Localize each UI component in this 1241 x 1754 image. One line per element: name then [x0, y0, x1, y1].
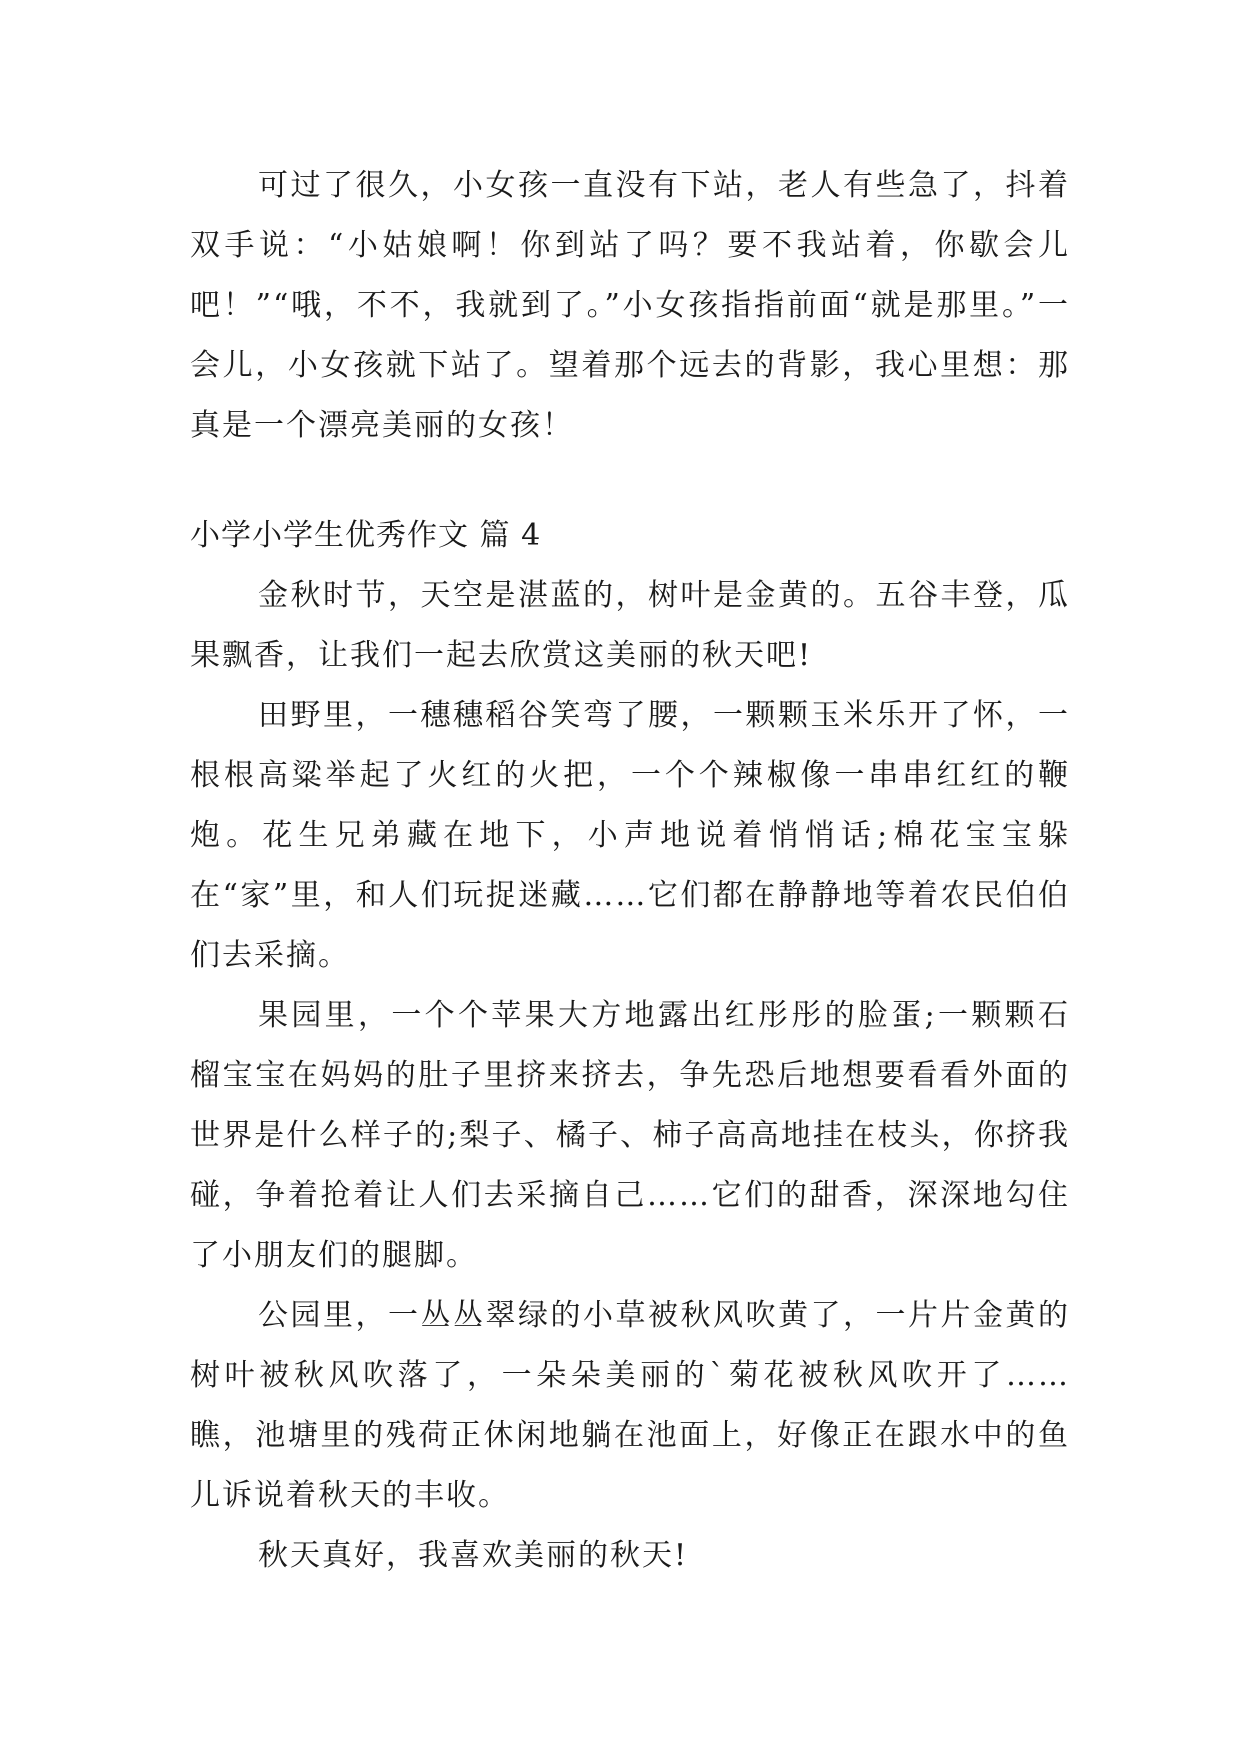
section-heading: 小学小学生优秀作文 篇 4	[190, 518, 542, 553]
paragraph-park: 公园里，一丛丛翠绿的小草被秋风吹黄了，一片片金黄的树叶被秋风吹落了，一朵朵美丽的`菊花被秋风吹开了……瞧，池塘里的残荷正休闲地躺在池面上，好像正在跟水中的鱼儿诉说着秋天的丰收。	[190, 1298, 1070, 1513]
paragraph-conclusion: 秋天真好，我喜欢美丽的秋天!	[258, 1538, 689, 1573]
paragraph-fields: 田野里，一穗穗稻谷笑弯了腰，一颗颗玉米乐开了怀，一根根高粱举起了火红的火把，一个个辣椒像一串串红红的鞭炮。花生兄弟藏在地下，小声地说着悄悄话;棉花宝宝躲在“家”里，和人们玩捉迷藏……它们都在静静地等着农民伯伯们去采摘。	[190, 698, 1070, 973]
paragraph-orchard: 果园里，一个个苹果大方地露出红彤彤的脸蛋;一颗颗石榴宝宝在妈妈的肚子里挤来挤去，争先恐后地想要看看外面的世界是什么样子的;梨子、橘子、柿子高高地挂在枝头，你挤我碰，争着抢着让人们去采摘自己……它们的甜香，深深地勾住了小朋友们的腿脚。	[190, 998, 1070, 1273]
paragraph-golden-autumn: 金秋时节，天空是湛蓝的，树叶是金黄的。五谷丰登，瓜果飘香，让我们一起去欣赏这美丽的秋天吧!	[190, 578, 1070, 673]
continuation-paragraph: 可过了很久，小女孩一直没有下站，老人有些急了，抖着双手说：“小姑娘啊！你到站了吗？要不我站着，你歇会儿吧！”“哦，不不，我就到了。”小女孩指指前面“就是那里。”一会儿，小女孩就下站了。望着那个远去的背影，我心里想：那真是一个漂亮美丽的女孩！	[190, 168, 1070, 443]
